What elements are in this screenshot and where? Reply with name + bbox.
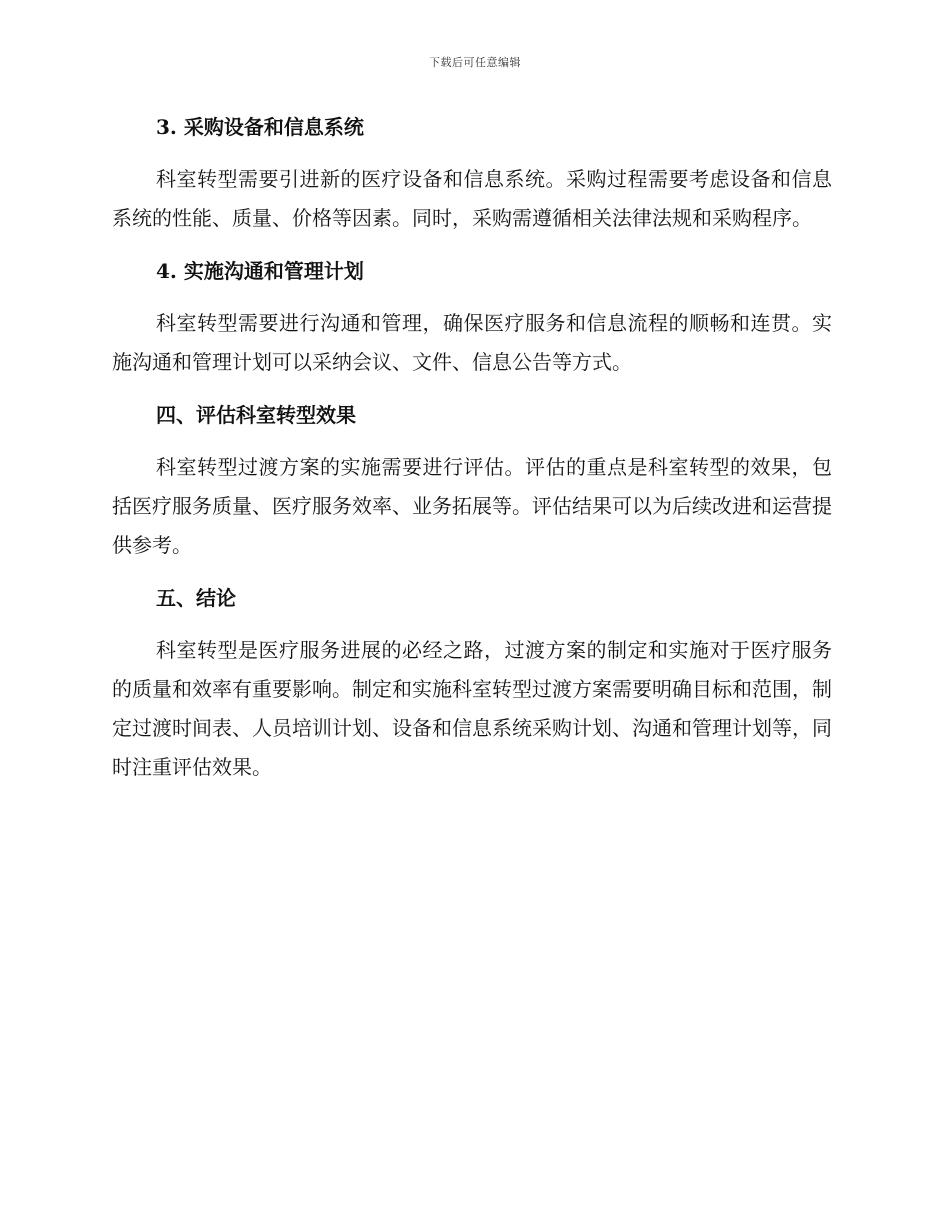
section-procurement bbox=[112, 108, 832, 238]
section-communication bbox=[112, 252, 832, 382]
section-heading: 五、结论 bbox=[156, 586, 236, 610]
section-conclusion bbox=[112, 579, 832, 787]
section-heading: 3. 采购设备和信息系统 bbox=[156, 115, 364, 139]
document-body bbox=[112, 108, 832, 787]
section-paragraph: 科室转型需要进行沟通和管理，确保医疗服务和信息流程的顺畅和连贯。实施沟通和管理计划可以采纳会议、文件、信息公告等方式。 bbox=[112, 311, 832, 374]
section-evaluation bbox=[112, 396, 832, 565]
section-heading: 四、评估科室转型效果 bbox=[156, 403, 356, 427]
page-header: 下载后可任意编辑 bbox=[429, 56, 521, 69]
section-heading: 4. 实施沟通和管理计划 bbox=[156, 259, 364, 283]
section-paragraph: 科室转型过渡方案的实施需要进行评估。评估的重点是科室转型的效果，包括医疗服务质量、医疗服务效率、业务拓展等。评估结果可以为后续改进和运营提供参考。 bbox=[112, 455, 832, 557]
section-paragraph: 科室转型是医疗服务进展的必经之路，过渡方案的制定和实施对于医疗服务的质量和效率有重要影响。制定和实施科室转型过渡方案需要明确目标和范围，制定过渡时间表、人员培训计划、设备和信息系统采购计划、沟通和管理计划等，同时注重评估效果。 bbox=[112, 638, 832, 779]
section-paragraph: 科室转型需要引进新的医疗设备和信息系统。采购过程需要考虑设备和信息系统的性能、质量、价格等因素。同时，采购需遵循相关法律法规和采购程序。 bbox=[112, 167, 832, 230]
